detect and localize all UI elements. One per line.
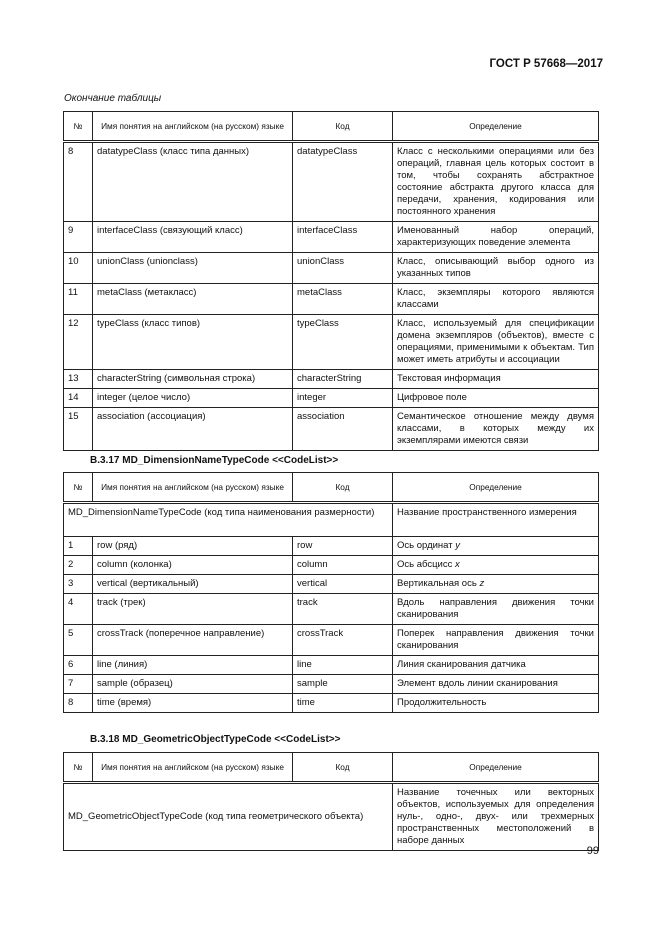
row-code: integer <box>293 389 393 408</box>
row-number: 8 <box>64 694 93 713</box>
row-name: unionClass (unionclass) <box>93 253 293 284</box>
row-number: 2 <box>64 556 93 575</box>
table-row <box>64 675 599 694</box>
definition-text: Поперек направления движения точки сканирования <box>397 628 594 651</box>
row-number: 4 <box>64 594 93 625</box>
row-code: row <box>293 537 393 556</box>
row-name: track (трек) <box>93 594 293 625</box>
row-name: association (ассоциация) <box>93 408 293 451</box>
table-row <box>64 408 599 451</box>
table-row <box>64 222 599 253</box>
section-title-geometric: В.3.18 MD_GeometricObjectTypeCode <<CodeList>> <box>90 734 341 745</box>
row-number: 11 <box>64 284 93 315</box>
row-number: 13 <box>64 370 93 389</box>
row-code: characterString <box>293 370 393 389</box>
row-name: sample (образец) <box>93 675 293 694</box>
table-row <box>64 389 599 408</box>
row-code: track <box>293 594 393 625</box>
row-definition <box>393 625 599 656</box>
col-header-code: Код <box>293 753 393 783</box>
col-header-num: № <box>64 473 93 503</box>
row-name: line (линия) <box>93 656 293 675</box>
table-row <box>64 370 599 389</box>
row-definition: Именованный набор операций, характеризующих поведение элемента <box>393 222 599 253</box>
row-definition <box>393 575 599 594</box>
col-header-num: № <box>64 753 93 783</box>
row-name: metaClass (метакласс) <box>93 284 293 315</box>
row-definition <box>393 594 599 625</box>
col-header-name: Имя понятия на английском (на русском) языке <box>93 753 293 783</box>
row-code: column <box>293 556 393 575</box>
row-definition: Класс с несколькими операциями или без операций, главная цель которых состоит в том, чтобы сохранять абстрактное состояние абстракта другого класса для передачи, хранения, кодирования или постоянного хранения <box>393 142 599 222</box>
intro-def: Название точечных или векторных объектов, используемых для определения нуль-, одно-, двух- или трехмерных пространственных местоположений в наборе данных <box>393 783 599 851</box>
row-definition: Семантическое отношение между двумя классами, в которых между их экземплярами имеются связи <box>393 408 599 451</box>
row-code: typeClass <box>293 315 393 370</box>
row-name: interfaceClass (связующий класс) <box>93 222 293 253</box>
row-code: time <box>293 694 393 713</box>
row-number: 12 <box>64 315 93 370</box>
col-header-def: Определение <box>393 753 599 783</box>
row-number: 8 <box>64 142 93 222</box>
table-row <box>64 537 599 556</box>
row-number: 14 <box>64 389 93 408</box>
table-dimension-name <box>63 472 599 713</box>
intro-name: MD_GeometricObjectTypeCode (код типа геометрического объекта) <box>64 783 393 851</box>
row-code: sample <box>293 675 393 694</box>
row-name: column (колонка) <box>93 556 293 575</box>
row-number: 9 <box>64 222 93 253</box>
row-number: 6 <box>64 656 93 675</box>
row-number: 1 <box>64 537 93 556</box>
table-row <box>64 656 599 675</box>
row-definition <box>393 656 599 675</box>
row-definition <box>393 537 599 556</box>
table-row <box>64 594 599 625</box>
row-code: association <box>293 408 393 451</box>
row-number: 3 <box>64 575 93 594</box>
standard-number: ГОСТ Р 57668—2017 <box>489 58 603 70</box>
row-code: vertical <box>293 575 393 594</box>
row-definition <box>393 675 599 694</box>
table-row <box>64 575 599 594</box>
row-definition: Текстовая информация <box>393 370 599 389</box>
row-code: unionClass <box>293 253 393 284</box>
row-name: time (время) <box>93 694 293 713</box>
col-header-num: № <box>64 112 93 142</box>
row-definition: Цифровое поле <box>393 389 599 408</box>
row-name: characterString (символьная строка) <box>93 370 293 389</box>
row-number: 15 <box>64 408 93 451</box>
row-definition: Класс, используемый для спецификации домена экземпляров (объектов), вместе с операциями, применимыми к объектам. Тип может иметь атрибуты и ассоциации <box>393 315 599 370</box>
page-number: 99 <box>586 845 599 857</box>
col-header-name: Имя понятия на английском (на русском) языке <box>93 112 293 142</box>
table-caption: Окончание таблицы <box>64 93 162 104</box>
row-code: interfaceClass <box>293 222 393 253</box>
row-code: datatypeClass <box>293 142 393 222</box>
definition-text: Элемент вдоль линии сканирования <box>397 678 558 689</box>
row-name: datatypeClass (класс типа данных) <box>93 142 293 222</box>
table-intro-row <box>64 783 599 851</box>
row-code: line <box>293 656 393 675</box>
axis-variable: z <box>479 578 485 589</box>
row-number: 5 <box>64 625 93 656</box>
col-header-code: Код <box>293 473 393 503</box>
row-name: typeClass (класс типов) <box>93 315 293 370</box>
row-definition: Класс, описывающий выбор одного из указанных типов <box>393 253 599 284</box>
table-end <box>63 111 599 451</box>
col-header-def: Определение <box>393 112 599 142</box>
row-number: 7 <box>64 675 93 694</box>
axis-variable: x <box>454 559 460 570</box>
row-code: metaClass <box>293 284 393 315</box>
row-name: row (ряд) <box>93 537 293 556</box>
intro-name: MD_DimensionNameTypeCode (код типа наименования размерности) <box>64 503 393 537</box>
table-row <box>64 315 599 370</box>
table-row <box>64 284 599 315</box>
row-name: integer (целое число) <box>93 389 293 408</box>
row-definition: Класс, экземпляры которого являются классами <box>393 284 599 315</box>
table-row <box>64 694 599 713</box>
table-row <box>64 142 599 222</box>
definition-text: Ось ординат <box>397 540 456 551</box>
definition-text: Ось абсцисс <box>397 559 455 570</box>
table-geometric-object <box>63 752 599 851</box>
axis-variable: y <box>455 540 460 551</box>
row-code: crossTrack <box>293 625 393 656</box>
definition-text: Продолжительность <box>397 697 487 708</box>
definition-text: Вдоль направления движения точки сканирования <box>397 597 594 620</box>
col-header-def: Определение <box>393 473 599 503</box>
col-header-name: Имя понятия на английском (на русском) языке <box>93 473 293 503</box>
section-title-dimension: В.3.17 MD_DimensionNameTypeCode <<CodeList>> <box>90 455 339 466</box>
col-header-code: Код <box>293 112 393 142</box>
row-number: 10 <box>64 253 93 284</box>
definition-text: Вертикальная ось <box>397 578 480 589</box>
table-intro-row <box>64 503 599 537</box>
row-name: vertical (вертикальный) <box>93 575 293 594</box>
table-row <box>64 253 599 284</box>
definition-text: Линия сканирования датчика <box>397 659 526 670</box>
row-name: crossTrack (поперечное направление) <box>93 625 293 656</box>
table-row <box>64 556 599 575</box>
row-definition <box>393 556 599 575</box>
intro-def: Название пространственного измерения <box>393 503 599 537</box>
table-row <box>64 625 599 656</box>
row-definition <box>393 694 599 713</box>
